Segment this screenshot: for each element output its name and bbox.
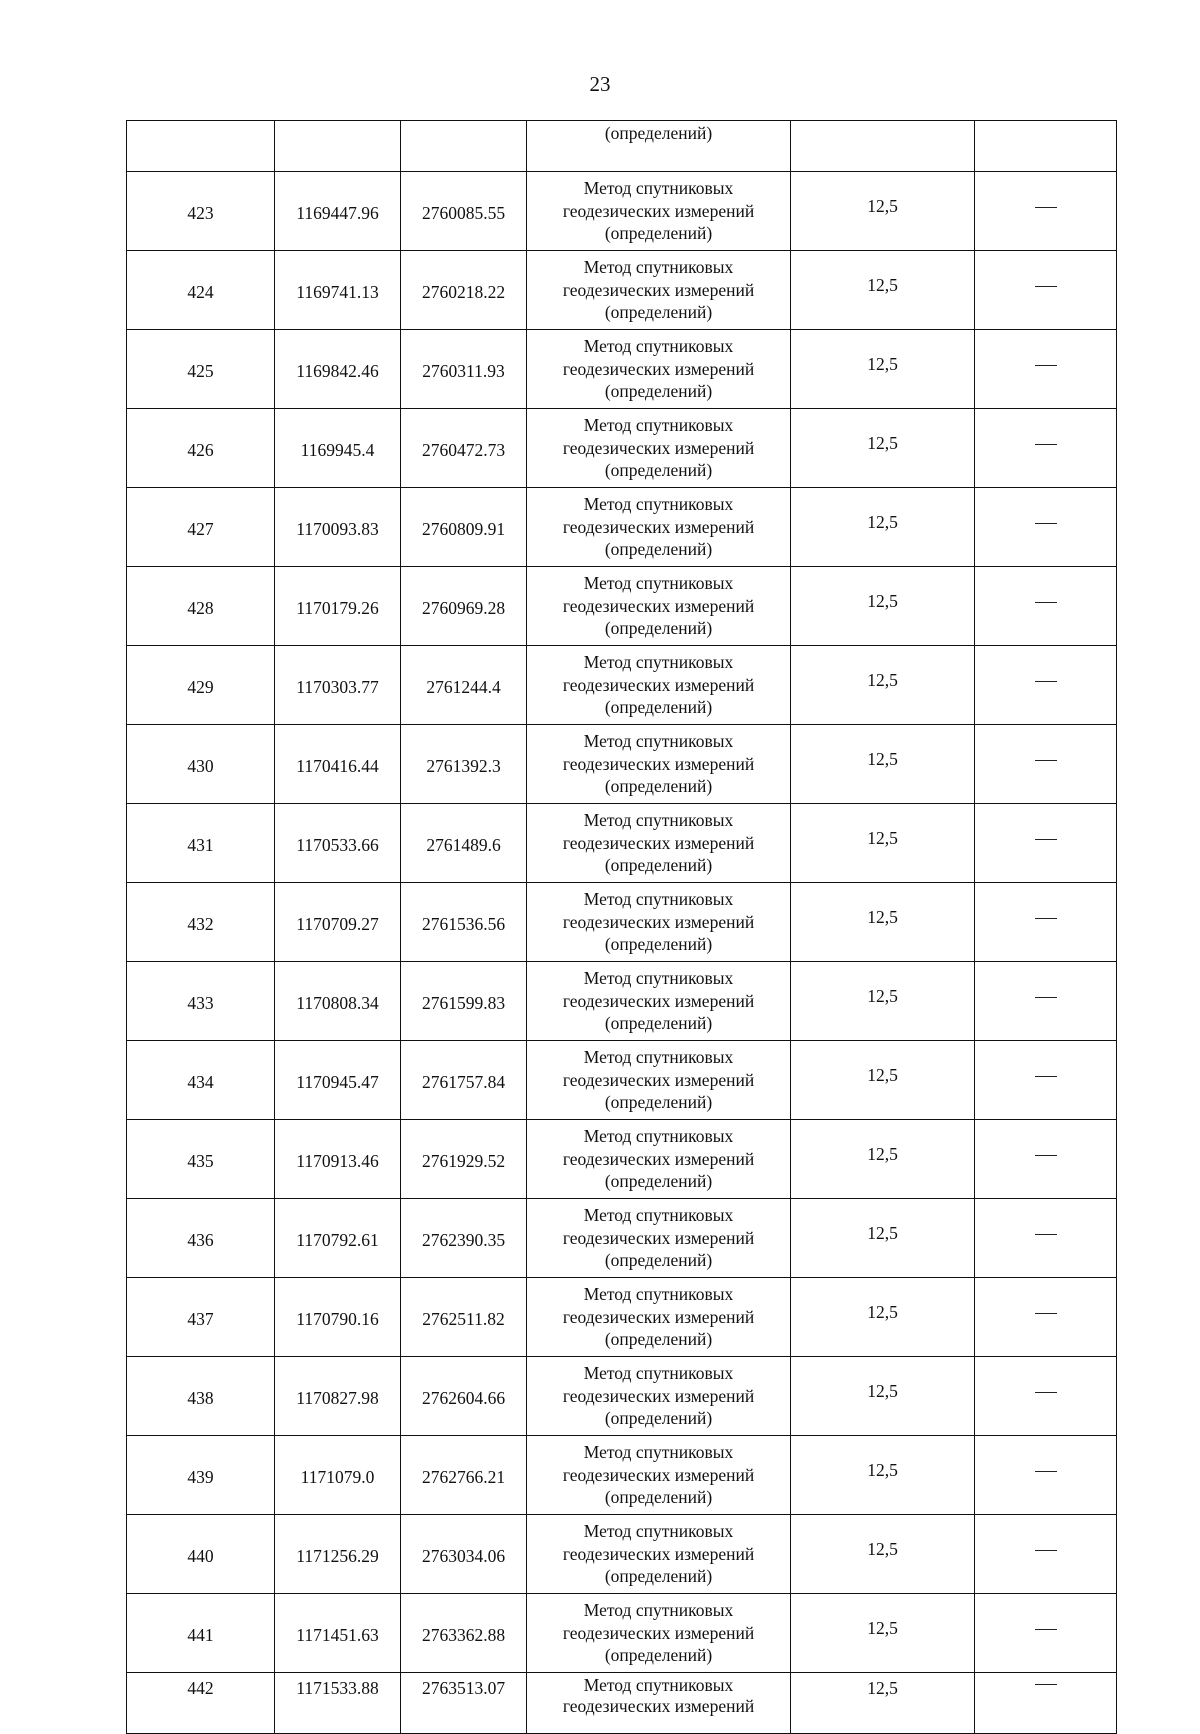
y-coordinate-cell: 2760809.91 bbox=[401, 488, 527, 567]
method-text-line: Метод спутниковых bbox=[583, 1675, 734, 1695]
table-row bbox=[127, 330, 1117, 409]
method-text-line: Метод спутниковых bbox=[583, 1600, 734, 1621]
note-cell bbox=[975, 1199, 1117, 1278]
accuracy-cell: 12,5 bbox=[791, 1199, 975, 1278]
table-body bbox=[127, 121, 1117, 1734]
method-text-line: (определений) bbox=[604, 223, 713, 244]
method-text-line: Метод спутниковых bbox=[583, 1126, 734, 1147]
method-text-line: (определений) bbox=[604, 618, 713, 639]
note-cell bbox=[975, 330, 1117, 409]
accuracy-cell: 12,5 bbox=[791, 646, 975, 725]
accuracy-cell: 12,5 bbox=[791, 804, 975, 883]
table-row bbox=[127, 567, 1117, 646]
dash-mark bbox=[1035, 839, 1057, 840]
note-cell bbox=[975, 567, 1117, 646]
note-cell bbox=[975, 962, 1117, 1041]
table-row bbox=[127, 1357, 1117, 1436]
method-text-line: (определений) bbox=[604, 697, 713, 718]
method-text-line: геодезических измерений bbox=[562, 674, 755, 695]
x-coordinate-cell: 1169741.13 bbox=[275, 251, 401, 330]
y-coordinate-cell: 2760472.73 bbox=[401, 409, 527, 488]
dash-mark bbox=[1035, 286, 1057, 287]
method-cell bbox=[527, 488, 791, 567]
method-text-line: (определений) bbox=[604, 1645, 713, 1666]
point-number-cell: 432 bbox=[127, 883, 275, 962]
point-number-cell: 442 bbox=[127, 1673, 275, 1734]
note-cell bbox=[975, 1357, 1117, 1436]
accuracy-cell: 12,5 bbox=[791, 488, 975, 567]
accuracy-cell: 12,5 bbox=[791, 962, 975, 1041]
method-text-line: Метод спутниковых bbox=[583, 1047, 734, 1068]
table-row bbox=[127, 1436, 1117, 1515]
y-coordinate-cell: 2762604.66 bbox=[401, 1357, 527, 1436]
y-coordinate-cell: 2763362.88 bbox=[401, 1594, 527, 1673]
point-number-cell: 436 bbox=[127, 1199, 275, 1278]
x-coordinate-cell: 1169842.46 bbox=[275, 330, 401, 409]
y-coordinate-cell: 2761244.4 bbox=[401, 646, 527, 725]
accuracy-cell: 12,5 bbox=[791, 1357, 975, 1436]
method-text-line: геодезических измерений bbox=[562, 1306, 755, 1327]
table-row bbox=[127, 1515, 1117, 1594]
method-text-line: Метод спутниковых bbox=[583, 1442, 734, 1463]
dash-mark bbox=[1035, 1234, 1057, 1235]
x-coordinate-cell: 1170533.66 bbox=[275, 804, 401, 883]
table-cell bbox=[975, 121, 1117, 172]
y-coordinate-cell: 2762766.21 bbox=[401, 1436, 527, 1515]
coordinates-table bbox=[126, 120, 1117, 1734]
method-text-line: Метод спутниковых bbox=[583, 415, 734, 436]
method-text-line: геодезических измерений bbox=[562, 911, 755, 932]
y-coordinate-cell: 2762390.35 bbox=[401, 1199, 527, 1278]
method-text-line: Метод спутниковых bbox=[583, 336, 734, 357]
table-row bbox=[127, 725, 1117, 804]
dash-mark bbox=[1035, 207, 1057, 208]
accuracy-cell: 12,5 bbox=[791, 725, 975, 804]
method-text-line: геодезических измерений bbox=[562, 990, 755, 1011]
method-cell bbox=[527, 1199, 791, 1278]
accuracy-cell: 12,5 bbox=[791, 1041, 975, 1120]
method-text-line: Метод спутниковых bbox=[583, 1521, 734, 1542]
point-number-cell: 440 bbox=[127, 1515, 275, 1594]
method-text-line: (определений) bbox=[604, 460, 713, 481]
method-text-line: Метод спутниковых bbox=[583, 178, 734, 199]
method-cell bbox=[527, 330, 791, 409]
x-coordinate-cell: 1170416.44 bbox=[275, 725, 401, 804]
table-row bbox=[127, 409, 1117, 488]
accuracy-cell: 12,5 bbox=[791, 883, 975, 962]
note-cell bbox=[975, 1515, 1117, 1594]
method-text-line: геодезических измерений bbox=[562, 279, 755, 300]
accuracy-cell: 12,5 bbox=[791, 1436, 975, 1515]
method-text-line: геодезических измерений bbox=[562, 1464, 755, 1485]
table-row bbox=[127, 1199, 1117, 1278]
accuracy-cell: 12,5 bbox=[791, 1594, 975, 1673]
method-cell bbox=[527, 804, 791, 883]
page-number: 23 bbox=[589, 72, 611, 96]
note-cell bbox=[975, 488, 1117, 567]
y-coordinate-cell: 2761536.56 bbox=[401, 883, 527, 962]
table-row bbox=[127, 883, 1117, 962]
dash-mark bbox=[1035, 1076, 1057, 1077]
x-coordinate-cell: 1171533.88 bbox=[275, 1673, 401, 1734]
method-text-line: геодезических измерений bbox=[562, 753, 755, 774]
accuracy-cell: 12,5 bbox=[791, 409, 975, 488]
method-text-line: Метод спутниковых bbox=[583, 731, 734, 752]
dash-mark bbox=[1035, 1392, 1057, 1393]
method-text-line: геодезических измерений bbox=[562, 595, 755, 616]
method-text-line: геодезических измерений bbox=[562, 437, 755, 458]
method-cell bbox=[527, 1120, 791, 1199]
dash-mark bbox=[1035, 681, 1057, 682]
method-text-line: Метод спутниковых bbox=[583, 494, 734, 515]
method-text-line: геодезических измерений bbox=[562, 1227, 755, 1248]
method-text-line: (определений) bbox=[604, 1250, 713, 1271]
method-text-line: Метод спутниковых bbox=[583, 1205, 734, 1226]
point-number-cell: 434 bbox=[127, 1041, 275, 1120]
dash-mark bbox=[1035, 1684, 1057, 1685]
y-coordinate-cell: 2760969.28 bbox=[401, 567, 527, 646]
note-cell bbox=[975, 1041, 1117, 1120]
y-coordinate-cell: 2761757.84 bbox=[401, 1041, 527, 1120]
method-text-line: геодезических измерений bbox=[562, 1543, 755, 1564]
table-row bbox=[127, 804, 1117, 883]
table-cell bbox=[275, 121, 401, 172]
method-cell bbox=[527, 883, 791, 962]
method-text-line: (определений) bbox=[604, 1013, 713, 1034]
x-coordinate-cell: 1170709.27 bbox=[275, 883, 401, 962]
table-row bbox=[127, 172, 1117, 251]
note-cell bbox=[975, 725, 1117, 804]
note-cell bbox=[975, 1278, 1117, 1357]
dash-mark bbox=[1035, 523, 1057, 524]
note-cell bbox=[975, 251, 1117, 330]
note-cell bbox=[975, 1436, 1117, 1515]
point-number-cell: 425 bbox=[127, 330, 275, 409]
method-text-line: геодезических измерений bbox=[562, 832, 755, 853]
point-number-cell: 426 bbox=[127, 409, 275, 488]
method-text-line: (определений) bbox=[604, 302, 713, 323]
y-coordinate-cell: 2760085.55 bbox=[401, 172, 527, 251]
method-text-line: геодезических измерений bbox=[562, 1148, 755, 1169]
method-text-line: (определений) bbox=[604, 1487, 713, 1508]
method-cell bbox=[527, 251, 791, 330]
method-text-line: (определений) bbox=[604, 1092, 713, 1113]
y-coordinate-cell: 2760311.93 bbox=[401, 330, 527, 409]
table-cell bbox=[791, 121, 975, 172]
method-text-line: Метод спутниковых bbox=[583, 257, 734, 278]
table-cell bbox=[401, 121, 527, 172]
point-number-cell: 430 bbox=[127, 725, 275, 804]
table-row bbox=[127, 1120, 1117, 1199]
dash-mark bbox=[1035, 1313, 1057, 1314]
x-coordinate-cell: 1170913.46 bbox=[275, 1120, 401, 1199]
method-text-line: геодезических измерений bbox=[562, 1069, 755, 1090]
table-row bbox=[127, 1673, 1117, 1734]
method-text-line: Метод спутниковых bbox=[583, 810, 734, 831]
point-number-cell: 441 bbox=[127, 1594, 275, 1673]
method-text-line: геодезических измерений bbox=[562, 1696, 755, 1716]
dash-mark bbox=[1035, 760, 1057, 761]
method-text-line: (определений) bbox=[604, 1566, 713, 1587]
method-cell bbox=[527, 646, 791, 725]
x-coordinate-cell: 1170179.26 bbox=[275, 567, 401, 646]
accuracy-cell: 12,5 bbox=[791, 172, 975, 251]
method-cell bbox=[527, 1515, 791, 1594]
point-number-cell: 428 bbox=[127, 567, 275, 646]
method-text-line: Метод спутниковых bbox=[583, 889, 734, 910]
accuracy-cell: 12,5 bbox=[791, 1278, 975, 1357]
x-coordinate-cell: 1170093.83 bbox=[275, 488, 401, 567]
dash-mark bbox=[1035, 602, 1057, 603]
method-text-line: геодезических измерений bbox=[562, 200, 755, 221]
point-number-cell: 429 bbox=[127, 646, 275, 725]
method-text-line: Метод спутниковых bbox=[583, 573, 734, 594]
point-number-cell: 423 bbox=[127, 172, 275, 251]
method-cell bbox=[527, 1436, 791, 1515]
method-text-line: (определений) bbox=[604, 1408, 713, 1429]
method-cell bbox=[527, 567, 791, 646]
dash-mark bbox=[1035, 1471, 1057, 1472]
y-coordinate-cell: 2763034.06 bbox=[401, 1515, 527, 1594]
accuracy-cell: 12,5 bbox=[791, 567, 975, 646]
method-cell bbox=[527, 1041, 791, 1120]
x-coordinate-cell: 1170303.77 bbox=[275, 646, 401, 725]
x-coordinate-cell: 1171256.29 bbox=[275, 1515, 401, 1594]
note-cell bbox=[975, 172, 1117, 251]
table-row bbox=[127, 1041, 1117, 1120]
method-text-line: Метод спутниковых bbox=[583, 1284, 734, 1305]
dash-mark bbox=[1035, 1629, 1057, 1630]
x-coordinate-cell: 1170945.47 bbox=[275, 1041, 401, 1120]
method-text-line: (определений) bbox=[604, 381, 713, 402]
method-cell bbox=[527, 409, 791, 488]
note-cell bbox=[975, 883, 1117, 962]
method-text-line: (определений) bbox=[604, 1171, 713, 1192]
table-cell bbox=[127, 121, 275, 172]
dash-mark bbox=[1035, 918, 1057, 919]
y-coordinate-cell: 2760218.22 bbox=[401, 251, 527, 330]
continuation-row bbox=[127, 121, 1117, 172]
method-cell bbox=[527, 1278, 791, 1357]
point-number-cell: 424 bbox=[127, 251, 275, 330]
dash-mark bbox=[1035, 997, 1057, 998]
y-coordinate-cell: 2761599.83 bbox=[401, 962, 527, 1041]
x-coordinate-cell: 1169447.96 bbox=[275, 172, 401, 251]
point-number-cell: 438 bbox=[127, 1357, 275, 1436]
point-number-cell: 439 bbox=[127, 1436, 275, 1515]
accuracy-cell: 12,5 bbox=[791, 1515, 975, 1594]
point-number-cell: 433 bbox=[127, 962, 275, 1041]
y-coordinate-cell: 2761392.3 bbox=[401, 725, 527, 804]
method-text-line: (определений) bbox=[604, 1329, 713, 1350]
y-coordinate-cell: 2762511.82 bbox=[401, 1278, 527, 1357]
accuracy-cell: 12,5 bbox=[791, 330, 975, 409]
point-number-cell: 427 bbox=[127, 488, 275, 567]
method-cell bbox=[527, 1673, 791, 1734]
method-cell bbox=[527, 962, 791, 1041]
method-text-line: геодезических измерений bbox=[562, 516, 755, 537]
table-row bbox=[127, 251, 1117, 330]
point-number-cell: 435 bbox=[127, 1120, 275, 1199]
accuracy-cell: 12,5 bbox=[791, 1120, 975, 1199]
point-number-cell: 437 bbox=[127, 1278, 275, 1357]
method-continuation-cell: (определений) bbox=[527, 121, 791, 172]
dash-mark bbox=[1035, 1550, 1057, 1551]
y-coordinate-cell: 2763513.07 bbox=[401, 1673, 527, 1734]
method-text-line: Метод спутниковых bbox=[583, 968, 734, 989]
method-text-line: (определений) bbox=[604, 539, 713, 560]
x-coordinate-cell: 1169945.4 bbox=[275, 409, 401, 488]
method-text-line: геодезических измерений bbox=[562, 1622, 755, 1643]
x-coordinate-cell: 1170790.16 bbox=[275, 1278, 401, 1357]
point-number-cell: 431 bbox=[127, 804, 275, 883]
y-coordinate-cell: 2761489.6 bbox=[401, 804, 527, 883]
method-text-line: (определений) bbox=[604, 855, 713, 876]
table-row bbox=[127, 646, 1117, 725]
table-row bbox=[127, 488, 1117, 567]
table-row bbox=[127, 1278, 1117, 1357]
method-cell bbox=[527, 725, 791, 804]
note-cell bbox=[975, 804, 1117, 883]
table-row bbox=[127, 962, 1117, 1041]
note-cell bbox=[975, 409, 1117, 488]
method-text-line: Метод спутниковых bbox=[583, 652, 734, 673]
method-text-line: геодезических измерений bbox=[562, 1385, 755, 1406]
y-coordinate-cell: 2761929.52 bbox=[401, 1120, 527, 1199]
note-cell bbox=[975, 646, 1117, 725]
dash-mark bbox=[1035, 1155, 1057, 1156]
method-cell bbox=[527, 172, 791, 251]
method-text-line: Метод спутниковых bbox=[583, 1363, 734, 1384]
x-coordinate-cell: 1170792.61 bbox=[275, 1199, 401, 1278]
method-text-line: (определений) bbox=[604, 776, 713, 797]
accuracy-cell: 12,5 bbox=[791, 1673, 975, 1734]
dash-mark bbox=[1035, 365, 1057, 366]
note-cell bbox=[975, 1673, 1117, 1734]
accuracy-cell: 12,5 bbox=[791, 251, 975, 330]
note-cell bbox=[975, 1120, 1117, 1199]
x-coordinate-cell: 1170808.34 bbox=[275, 962, 401, 1041]
dash-mark bbox=[1035, 444, 1057, 445]
x-coordinate-cell: 1171451.63 bbox=[275, 1594, 401, 1673]
method-cell bbox=[527, 1357, 791, 1436]
x-coordinate-cell: 1171079.0 bbox=[275, 1436, 401, 1515]
method-text-line: геодезических измерений bbox=[562, 358, 755, 379]
method-text-line: (определений) bbox=[604, 934, 713, 955]
x-coordinate-cell: 1170827.98 bbox=[275, 1357, 401, 1436]
